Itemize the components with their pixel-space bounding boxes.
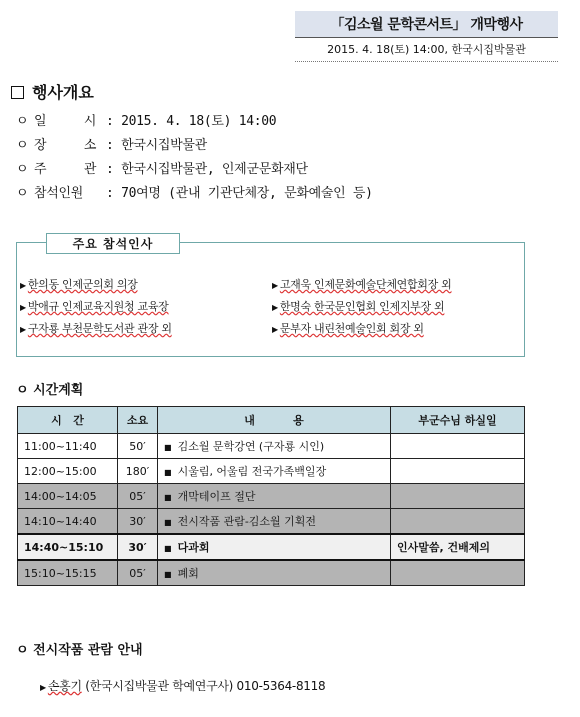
event-subtitle: 2015. 4. 18(토) 14:00, 한국시집박물관: [327, 43, 526, 56]
triangle-bullet-icon: ▶: [40, 683, 46, 692]
guest-name: 한명숙 한국문인협회 인제지부장 외: [279, 300, 445, 313]
square-bullet-icon: ■: [164, 570, 172, 579]
guide-detail: (한국시집박물관 학예연구사) 010-5364-8118: [81, 679, 326, 693]
cell-task: [391, 509, 525, 535]
guide-name: 손홍기: [47, 679, 82, 693]
cell-task: 인사말씀, 건배제의: [391, 534, 525, 560]
circle-bullet-icon: ㅇ: [16, 383, 29, 398]
overview-heading: [11, 80, 94, 103]
square-bullet-icon: ■: [164, 544, 172, 553]
schedule-heading: [16, 379, 83, 398]
cell-content-text: 시울림, 어울림 전국가족백일장: [177, 465, 327, 478]
schedule-heading-text: 시간계획: [33, 383, 84, 398]
cell-duration: 05′: [118, 484, 158, 509]
guests-heading: 주요 참석인사: [46, 233, 180, 254]
cell-content-text: 폐회: [177, 567, 199, 580]
circle-bullet-icon: ㅇ: [16, 114, 29, 129]
table-row: [18, 509, 525, 535]
cell-duration: 30′: [118, 534, 158, 560]
circle-bullet-icon: ㅇ: [16, 643, 29, 658]
triangle-bullet-icon: ▶: [20, 325, 26, 334]
overview-value: 2015. 4. 18(토) 14:00: [121, 114, 277, 129]
event-title: 「김소월 문학콘서트」 개막행사: [330, 17, 523, 33]
cell-time: 12:00~15:00: [18, 459, 118, 484]
event-title-box: [295, 11, 558, 38]
cell-content: [158, 459, 391, 484]
overview-label: 일 시: [34, 114, 97, 129]
guest-item: [272, 320, 424, 336]
cell-task: [391, 560, 525, 586]
guest-name: 고재욱 인제문화예술단체연합회장 외: [279, 278, 452, 291]
cell-content: [158, 534, 391, 560]
cell-task: [391, 434, 525, 459]
exhibition-heading-text: 전시작품 관람 안내: [33, 643, 143, 658]
table-row: [18, 484, 525, 509]
square-bullet-icon: ■: [164, 468, 172, 477]
guest-item: [20, 298, 169, 314]
column-header-task: 부군수님 하실일: [391, 407, 525, 434]
triangle-bullet-icon: ▶: [20, 303, 26, 312]
triangle-bullet-icon: ▶: [272, 281, 278, 290]
column-header-content: 내 용: [158, 407, 391, 434]
table-row: [18, 434, 525, 459]
guest-item: [272, 276, 451, 292]
cell-content: [158, 434, 391, 459]
cell-time: 15:10~15:15: [18, 560, 118, 586]
overview-item: ㅇ 참석인원 : 70여명 (관내 기관단체장, 문화예술인 등): [16, 182, 373, 201]
header-divider: [295, 61, 558, 62]
exhibition-heading: [16, 639, 143, 658]
cell-time: 11:00~11:40: [18, 434, 118, 459]
cell-duration: 180′: [118, 459, 158, 484]
overview-heading-text: 행사개요: [32, 83, 94, 102]
triangle-bullet-icon: ▶: [272, 325, 278, 334]
exhibition-guide: [40, 677, 325, 694]
table-row: [18, 534, 525, 560]
cell-content: [158, 560, 391, 586]
guest-name: 문부자 내린천예술인회 회장 외: [279, 322, 424, 335]
circle-bullet-icon: ㅇ: [16, 162, 29, 177]
triangle-bullet-icon: ▶: [272, 303, 278, 312]
overview-item: ㅇ 장 소 : 한국시집박물관: [16, 134, 207, 153]
guest-name: 한의동 인제군의회 의장: [27, 278, 138, 291]
checkbox-square-icon: [11, 86, 24, 99]
cell-content-text: 전시작품 관람-김소월 기획전: [177, 515, 317, 528]
column-header-time: 시 간: [18, 407, 118, 434]
guest-name: 구자룡 부천문학도서관 관장 외: [27, 322, 172, 335]
cell-content-text: 김소월 문학강연 (구자룡 시인): [177, 440, 325, 453]
guest-item: [20, 276, 138, 292]
circle-bullet-icon: ㅇ: [16, 186, 29, 201]
square-bullet-icon: ■: [164, 518, 172, 527]
cell-content: [158, 484, 391, 509]
overview-item: ㅇ 일 시 : 2015. 4. 18(토) 14:00: [16, 110, 276, 129]
cell-time: 14:10~14:40: [18, 509, 118, 535]
column-header-duration: 소요: [118, 407, 158, 434]
guest-item: [20, 320, 172, 336]
overview-value: 70여명 (관내 기관단체장, 문화예술인 등): [121, 186, 373, 201]
triangle-bullet-icon: ▶: [20, 281, 26, 290]
cell-duration: 05′: [118, 560, 158, 586]
cell-task: [391, 459, 525, 484]
square-bullet-icon: ■: [164, 493, 172, 502]
cell-duration: 50′: [118, 434, 158, 459]
guest-item: [272, 298, 444, 314]
circle-bullet-icon: ㅇ: [16, 138, 29, 153]
schedule-table: [17, 406, 525, 586]
cell-content-text: 개막테이프 절단: [177, 490, 256, 503]
table-row: [18, 459, 525, 484]
square-bullet-icon: ■: [164, 443, 172, 452]
cell-time: 14:40~15:10: [18, 534, 118, 560]
cell-content-text: 다과회: [177, 541, 210, 554]
overview-label: 장 소: [34, 138, 97, 153]
cell-content: [158, 509, 391, 535]
guest-name: 박애규 인제교육지원청 교육장: [27, 300, 169, 313]
overview-value: 한국시집박물관, 인제군문화재단: [121, 162, 308, 177]
cell-time: 14:00~14:05: [18, 484, 118, 509]
cell-duration: 30′: [118, 509, 158, 535]
overview-value: 한국시집박물관: [121, 138, 207, 153]
overview-item: ㅇ 주 관 : 한국시집박물관, 인제군문화재단: [16, 158, 308, 177]
overview-label: 주 관: [34, 162, 97, 177]
table-row: [18, 560, 525, 586]
overview-label: 참석인원: [34, 186, 84, 201]
table-header-row: [18, 407, 525, 434]
cell-task: [391, 484, 525, 509]
